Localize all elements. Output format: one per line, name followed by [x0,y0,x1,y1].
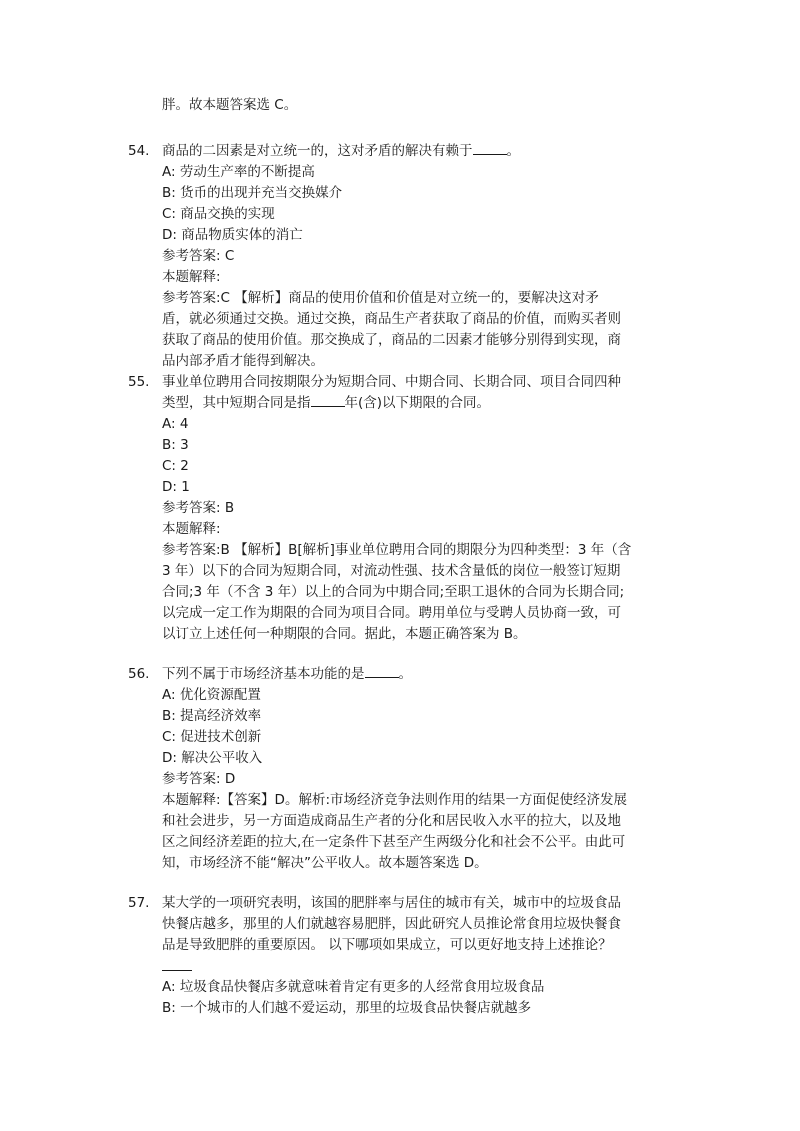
answer-blank [473,141,507,155]
option-a: A: 垃圾食品快餐店多就意味着肯定有更多的人经常食用垃圾食品 [162,979,545,995]
reference-answer: 参考答案: B [162,500,235,516]
explanation-line: 品内部矛盾才能得到解决。 [162,353,324,369]
answer-blank [365,664,399,678]
question-stem: 事业单位聘用合同按期限分为短期合同、中期合同、长期合同、项目合同四种 [162,374,621,390]
prev-answer-tail: 胖。故本题答案选 C。 [162,97,298,113]
question-number: 54. [128,143,150,159]
option-c: C: 促进技术创新 [162,729,262,745]
explanation-line: 以完成一定工作为期限的合同为项目合同。聘用单位与受聘人员协商一致，可 [162,605,621,621]
option-c: C: 2 [162,458,189,474]
question-stem: 类型，其中短期合同是指 年(含)以下期限的合同。 [162,395,491,411]
explanation-label: 本题解释: [162,269,221,285]
option-b: B: 提高经济效率 [162,708,262,724]
explanation-line: 合同;3 年（不含 3 年）以上的合同为中期合同;至职工退休的合同为长期合同; [162,584,625,600]
option-b: B: 货币的出现并充当交换媒介 [162,185,343,201]
reference-answer: 参考答案: D [162,771,236,787]
option-c: C: 商品交换的实现 [162,206,275,222]
answer-blank [311,393,345,407]
question-number: 57. [128,895,150,911]
explanation-line: 本题解释:【答案】D。解析:市场经济竞争法则作用的结果一方面促使经济发展 [162,792,627,808]
question-stem: 下列不属于市场经济基本功能的是 。 [162,666,412,682]
option-d: D: 解决公平收入 [162,750,263,766]
explanation-line: 和社会进步，另一方面造成商品生产者的分化和居民收入水平的拉大，以及地 [162,813,621,829]
explanation-line: 获取了商品的使用价值。那交换成了，商品的二因素才能够分别得到实现，商 [162,332,621,348]
explanation-line: 参考答案:C 【解析】商品的使用价值和价值是对立统一的，要解决这对矛 [162,290,599,306]
reference-answer: 参考答案: C [162,248,235,264]
explanation-line: 知，市场经济不能“解决”公平收人。故本题答案选 D。 [162,855,488,871]
option-b: B: 一个城市的人们越不爱运动，那里的垃圾食品快餐店就越多 [162,1000,532,1016]
answer-blank [162,970,192,971]
question-stem: 某大学的一项研究表明，该国的肥胖率与居住的城市有关，城市中的垃圾食品 [162,895,621,911]
question-stem: 品是导致肥胖的重要原因。 以下哪项如果成立，可以更好地支持上述推论？ [162,937,612,953]
explanation-line: 区之间经济差距的拉大,在一定条件下甚至产生两级分化和社会不公平。由此可 [162,834,626,850]
explanation-line: 参考答案:B 【解析】B[解析]事业单位聘用合同的期限分为四种类型：3 年（含 [162,542,632,558]
option-a: A: 4 [162,416,189,432]
explanation-line: 3 年）以下的合同为短期合同，对流动性强、技术含量低的岗位一般签订短期 [162,563,621,579]
option-b: B: 3 [162,437,189,453]
question-stem: 快餐店越多，那里的人们就越容易肥胖，因此研究人员推论常食用垃圾快餐食 [162,916,621,932]
explanation-line: 以订立上述任何一种期限的合同。据此，本题正确答案为 B。 [162,626,527,642]
explanation-line: 盾，就必须通过交换。通过交换，商品生产者获取了商品的价值，而购买者则 [162,311,621,327]
explanation-label: 本题解释: [162,521,221,537]
option-a: A: 劳动生产率的不断提高 [162,164,315,180]
question-number: 55. [128,374,150,390]
option-d: D: 商品物质实体的消亡 [162,227,303,243]
question-number: 56. [128,666,150,682]
question-stem: 商品的二因素是对立统一的，这对矛盾的解决有赖于 。 [162,143,520,159]
option-d: D: 1 [162,479,190,495]
option-a: A: 优化资源配置 [162,687,261,703]
